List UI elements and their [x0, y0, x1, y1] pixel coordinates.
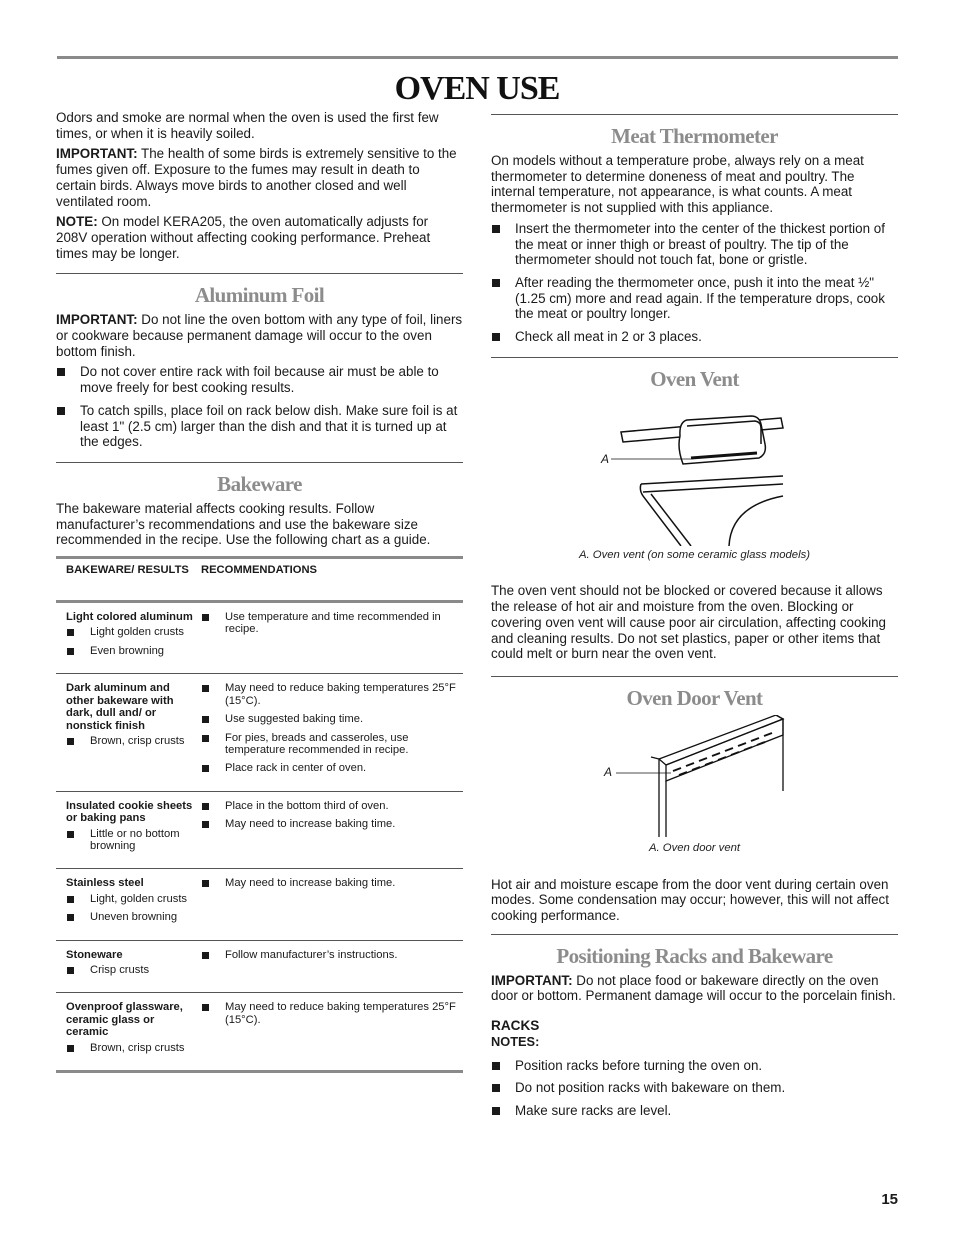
- oven-vent-illustration: [491, 396, 898, 546]
- bakeware-heading: Bakeware: [217, 471, 302, 496]
- bakeware-cell: [66, 877, 201, 929]
- left-column: [56, 110, 463, 1073]
- material-name: Ovenproof glassware, ceramic glass or ceramic: [66, 1001, 183, 1039]
- header-recommendations: RECOMMENDATIONS: [201, 564, 318, 577]
- recommendations-cell: [201, 949, 463, 983]
- recommendation-item: For pies, breads and casseroles, use temperature recommended in recipe.: [201, 732, 463, 757]
- meat-thermometer-heading: Meat Thermometer: [611, 124, 778, 148]
- racks-bullets: [491, 1058, 898, 1119]
- bakeware-cell: [66, 1001, 201, 1060]
- aluminum-foil-heading: Aluminum Foil: [194, 283, 325, 308]
- recommendation-item: May need to reduce baking temperatures 25°F (15°C).: [201, 1001, 463, 1026]
- oven-vent-caption: A. Oven vent (on some ceramic glass models): [578, 548, 811, 561]
- notes-heading: NOTES:: [491, 1033, 540, 1049]
- list-item: Make sure racks are level.: [491, 1103, 898, 1119]
- recommendation-item: Use suggested baking time.: [201, 713, 463, 725]
- positioning-heading: Positioning Racks and Bakeware: [556, 943, 833, 968]
- recommendation-item: Use temperature and time recommended in recipe.: [201, 611, 463, 636]
- oven-door-vent-drawing: [491, 715, 898, 837]
- recommendation-item: May need to increase baking time.: [201, 818, 463, 830]
- section-divider: [491, 676, 898, 677]
- oven-vent-drawing: [491, 396, 898, 546]
- result-item: Light, golden crusts: [66, 893, 195, 905]
- bakeware-cell: [66, 800, 201, 859]
- result-item: Brown, crisp crusts: [66, 1042, 195, 1054]
- page-number: 15: [881, 1191, 898, 1208]
- list-item: Position racks before turning the oven on.: [491, 1058, 898, 1074]
- bakeware-table: [56, 556, 463, 1073]
- header-bakeware-results: BAKEWARE/ RESULTS: [66, 564, 189, 577]
- section-divider: [491, 114, 898, 115]
- oven-vent-body: The oven vent should not be blocked or covered because it allows the release of hot air and moisture from the oven. Blocking or covering oven vent will cause poor air circulation, affecting cooking and cleaning results. Do not set plastics, paper or other items that could melt or burn near the oven vent.: [491, 583, 886, 662]
- recommendation-item: May need to increase baking time.: [201, 877, 463, 889]
- table-row: [56, 792, 463, 870]
- section-divider: [56, 462, 463, 463]
- bakeware-cell: [66, 949, 201, 983]
- result-item: Uneven browning: [66, 911, 195, 923]
- foil-important: IMPORTANT: Do not line the oven bottom with any type of foil, liners or cookware because permanent damage will occur to the oven bottom finish.: [56, 312, 463, 359]
- list-item: To catch spills, place foil on rack below dish. Make sure foil is at least 1" (2.5 cm) larger than the dish and that it is turned up at the edges.: [56, 403, 463, 450]
- oven-door-vent-illustration: [491, 715, 898, 837]
- positioning-important: IMPORTANT: Do not place food or bakeware directly on the oven door or bottom. Permanent damage will occur to the porcelain finish.: [491, 972, 896, 1004]
- foil-bullets: [56, 364, 463, 450]
- right-column: [491, 114, 898, 1126]
- recommendation-item: Place in the bottom third of oven.: [201, 800, 463, 812]
- section-divider: [491, 357, 898, 358]
- callout-a: A: [604, 764, 613, 779]
- section-divider: [491, 934, 898, 935]
- material-name: Dark aluminum and other bakeware with dark, dull and/ or nonstick finish: [66, 682, 174, 732]
- table-header: [56, 559, 463, 603]
- racks-heading: RACKS: [491, 1018, 540, 1034]
- oven-door-vent-caption: A. Oven door vent: [648, 841, 741, 854]
- recommendations-cell: [201, 682, 463, 780]
- list-item: Do not cover entire rack with foil because air must be able to move freely for best cooking results.: [56, 364, 463, 395]
- recommendations-cell: [201, 800, 463, 859]
- intro-paragraph: Odors and smoke are normal when the oven is used the first few times, or when it is heavily soiled.: [56, 110, 439, 141]
- recommendations-cell: [201, 1001, 463, 1060]
- recommendations-cell: [201, 877, 463, 929]
- material-name: Light colored aluminum: [66, 611, 193, 624]
- oven-door-vent-body: Hot air and moisture escape from the door vent during certain oven modes. Some condensation may occur; however, this will not affect cooking performance.: [491, 876, 889, 924]
- list-item: Do not position racks with bakeware on them.: [491, 1080, 898, 1096]
- list-item: After reading the thermometer once, push it into the meat ½" (1.25 cm) more and read again. If the temperature drops, cook the meat or poultry longer.: [491, 275, 898, 322]
- table-row: [56, 941, 463, 994]
- table-row: [56, 993, 463, 1070]
- recommendation-item: Place rack in center of oven.: [201, 762, 463, 774]
- recommendation-item: May need to reduce baking temperatures 25°F (15°C).: [201, 682, 463, 707]
- result-item: Light golden crusts: [66, 626, 195, 638]
- result-item: Crisp crusts: [66, 964, 195, 976]
- table-row: [56, 603, 463, 674]
- bakeware-intro: The bakeware material affects cooking results. Follow manufacturer’s recommendations and use the bakeware size recommended in the recipe. Use the following chart as a guide.: [56, 500, 431, 548]
- section-divider: [56, 273, 463, 274]
- page-title: OVEN USE: [394, 70, 560, 107]
- list-item: Check all meat in 2 or 3 places.: [491, 329, 898, 345]
- birds-warning: IMPORTANT: The health of some birds is extremely sensitive to the fumes given off. Exposure to the fumes may result in death to certain birds. Always move birds to another closed and well ventilated room.: [56, 146, 457, 209]
- recommendations-cell: [201, 611, 463, 663]
- bakeware-cell: [66, 611, 201, 663]
- thermometer-intro: On models without a temperature probe, always rely on a meat thermometer to determine doneness of meat and poultry. The internal temperature, not appearance, is what counts. A meat thermometer is not supplied with this appliance.: [491, 153, 864, 216]
- table-row: [56, 674, 463, 791]
- material-name: Stainless steel: [66, 877, 144, 890]
- callout-a: A: [601, 451, 610, 466]
- material-name: Insulated cookie sheets or baking pans: [66, 799, 193, 825]
- result-item: Brown, crisp crusts: [66, 735, 195, 747]
- top-rule: [57, 56, 898, 59]
- recommendation-item: Follow manufacturer’s instructions.: [201, 949, 463, 961]
- oven-door-vent-heading: Oven Door Vent: [626, 685, 763, 710]
- oven-vent-heading: Oven Vent: [650, 366, 739, 391]
- result-item: Even browning: [66, 645, 195, 657]
- table-row: [56, 869, 463, 940]
- result-item: Little or no bottom browning: [66, 828, 195, 853]
- model-note: NOTE: On model KERA205, the oven automatically adjusts for 208V operation without affecting cooking performance. Preheat times may be longer.: [56, 214, 431, 261]
- bakeware-cell: [66, 682, 201, 780]
- list-item: Insert the thermometer into the center of the thickest portion of the meat or inner thigh or breast of poultry. The tip of the thermometer should not touch fat, bone or gristle.: [491, 221, 898, 268]
- thermometer-bullets: [491, 221, 898, 345]
- material-name: Stoneware: [66, 948, 123, 961]
